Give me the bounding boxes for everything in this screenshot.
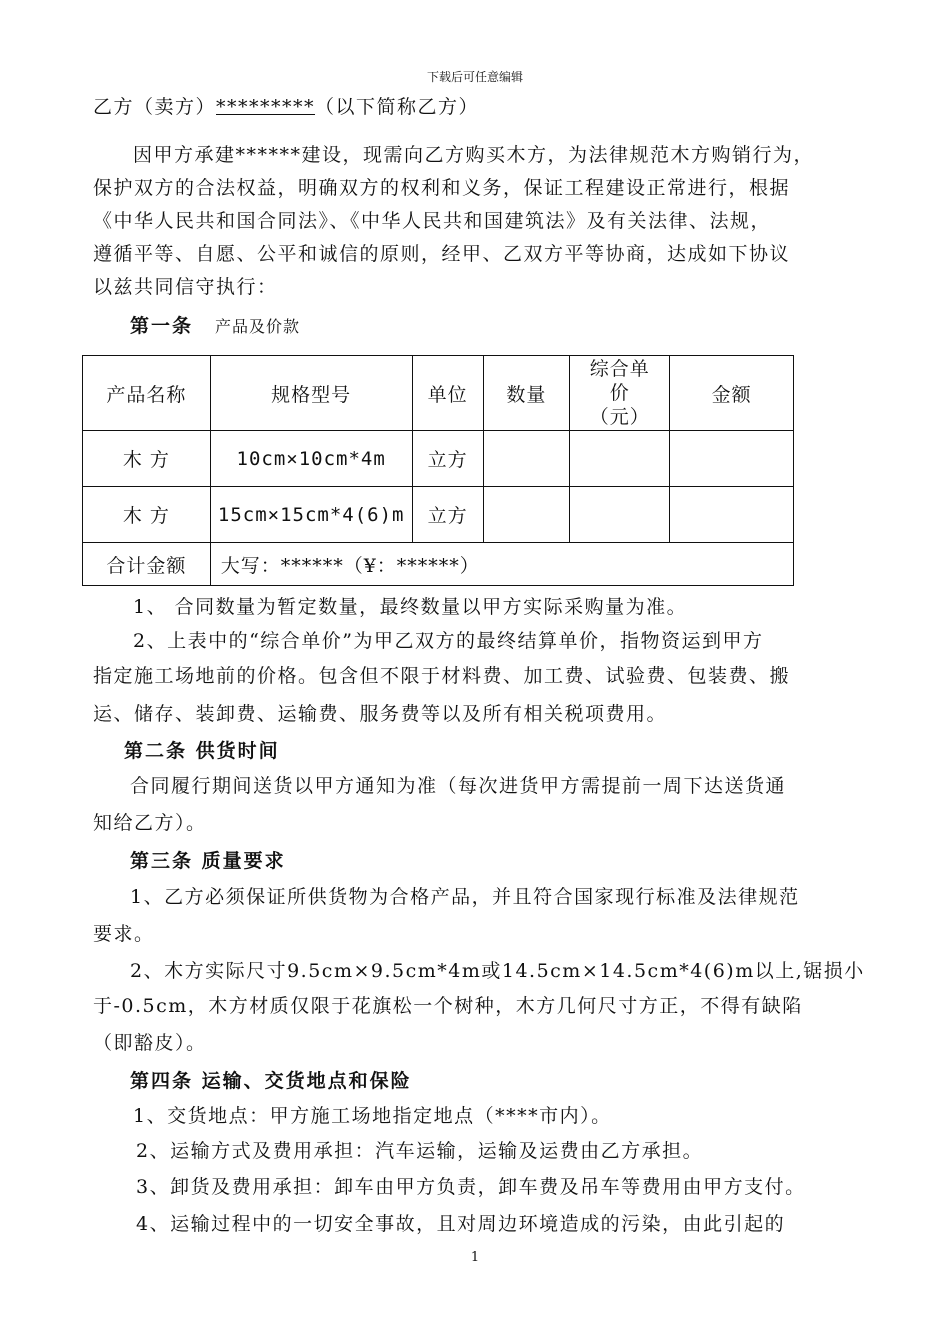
table-header-row <box>83 356 794 431</box>
cell-price <box>570 487 670 543</box>
cell-unit: 立方 <box>412 431 483 487</box>
article-3-line: 2、木方实际尺寸9.5cm×9.5cm*4m或14.5cm×14.5cm*4(6)m以上,锯损小 <box>130 960 865 982</box>
cell-qty <box>483 431 570 487</box>
article-3-line: 要求。 <box>93 923 155 945</box>
page-number: 1 <box>470 1250 480 1265</box>
intro-line: 以兹共同信守执行： <box>93 276 278 298</box>
article-2-line: 合同履行期间送货以甲方通知为准（每次进货甲方需提前一周下达送货通 <box>130 775 787 797</box>
party-b-suffix: （以下简称乙方） <box>315 96 480 118</box>
col-header-price <box>570 356 670 431</box>
col-header-unit: 单位 <box>412 356 483 431</box>
cell-price <box>570 431 670 487</box>
article-2-title: 第二条 供货时间 <box>124 740 280 762</box>
intro-line: 遵循平等、自愿、公平和诚信的原则，经甲、乙双方平等协商，达成如下协议 <box>93 243 791 265</box>
col-header-qty: 数量 <box>483 356 570 431</box>
table-row <box>83 487 794 543</box>
intro-line: 因甲方承建******建设，现需向乙方购买木方，为法律规范木方购销行为， <box>133 144 815 166</box>
intro-line: 《中华人民共和国合同法》、《中华人民共和国建筑法》及有关法律、法规， <box>93 210 772 232</box>
party-b-prefix: 乙方（卖方） <box>93 96 217 118</box>
cell-product: 木 方 <box>83 431 211 487</box>
table-row <box>83 431 794 487</box>
header-note: 下载后可任意编辑 <box>426 70 523 84</box>
col-header-price-line: （元） <box>589 406 650 428</box>
cell-spec: 10cm×10cm*4m <box>210 431 412 487</box>
cell-amount <box>670 487 794 543</box>
cell-unit: 立方 <box>412 487 483 543</box>
total-value: 大写：******（¥：******） <box>210 543 793 586</box>
cell-spec: 15cm×15cm*4(6)m <box>210 487 412 543</box>
article-1-heading <box>130 311 300 338</box>
article-3-line: 1、乙方必须保证所供货物为合格产品，并且符合国家现行标准及法律规范 <box>130 886 800 908</box>
note-line: 1、 合同数量为暂定数量，最终数量以甲方实际采购量为准。 <box>133 596 688 618</box>
article-1-title: 第一条 <box>130 315 194 337</box>
party-b-name: ********* <box>216 96 316 118</box>
note-line: 运、储存、装卸费、运输费、服务费等以及所有相关税项费用。 <box>93 703 668 725</box>
table-total-row <box>83 543 794 586</box>
article-3-line: 于-0.5cm，木方材质仅限于花旗松一个树种，木方几何尺寸方正，不得有缺陷 <box>93 995 803 1017</box>
article-4-line: 2、运输方式及费用承担：汽车运输，运输及运费由乙方承担。 <box>136 1140 704 1162</box>
col-header-price-line: 价 <box>609 382 630 404</box>
cell-amount <box>670 431 794 487</box>
product-table <box>82 355 794 586</box>
article-2-line: 知给乙方）。 <box>93 812 207 834</box>
cell-product: 木 方 <box>83 487 211 543</box>
col-header-price-line: 综合单 <box>589 358 650 380</box>
article-3-line: （即豁皮）。 <box>93 1032 207 1054</box>
article-4-line: 4、运输过程中的一切安全事故，且对周边环境造成的污染，由此引起的 <box>136 1213 786 1235</box>
note-line: 2、上表中的“综合单价”为甲乙双方的最终结算单价，指物资运到甲方 <box>133 630 764 652</box>
col-header-product: 产品名称 <box>83 356 211 431</box>
col-header-amount: 金额 <box>670 356 794 431</box>
article-1-subtitle: 产品及价款 <box>215 317 301 336</box>
intro-line: 保护双方的合法权益，明确双方的权利和义务，保证工程建设正常进行，根据 <box>93 177 791 199</box>
col-header-spec: 规格型号 <box>210 356 412 431</box>
total-label: 合计金额 <box>83 543 211 586</box>
article-4-title: 第四条 运输、交货地点和保险 <box>130 1070 412 1092</box>
note-line: 指定施工场地前的价格。包含但不限于材料费、加工费、试验费、包装费、搬 <box>93 665 791 687</box>
party-b-line <box>93 92 479 119</box>
article-3-title: 第三条 质量要求 <box>130 850 286 872</box>
article-4-line: 1、交货地点：甲方施工场地指定地点（****市内）。 <box>133 1105 612 1127</box>
article-4-line: 3、卸货及费用承担：卸车由甲方负责，卸车费及吊车等费用由甲方支付。 <box>136 1176 806 1198</box>
cell-qty <box>483 487 570 543</box>
